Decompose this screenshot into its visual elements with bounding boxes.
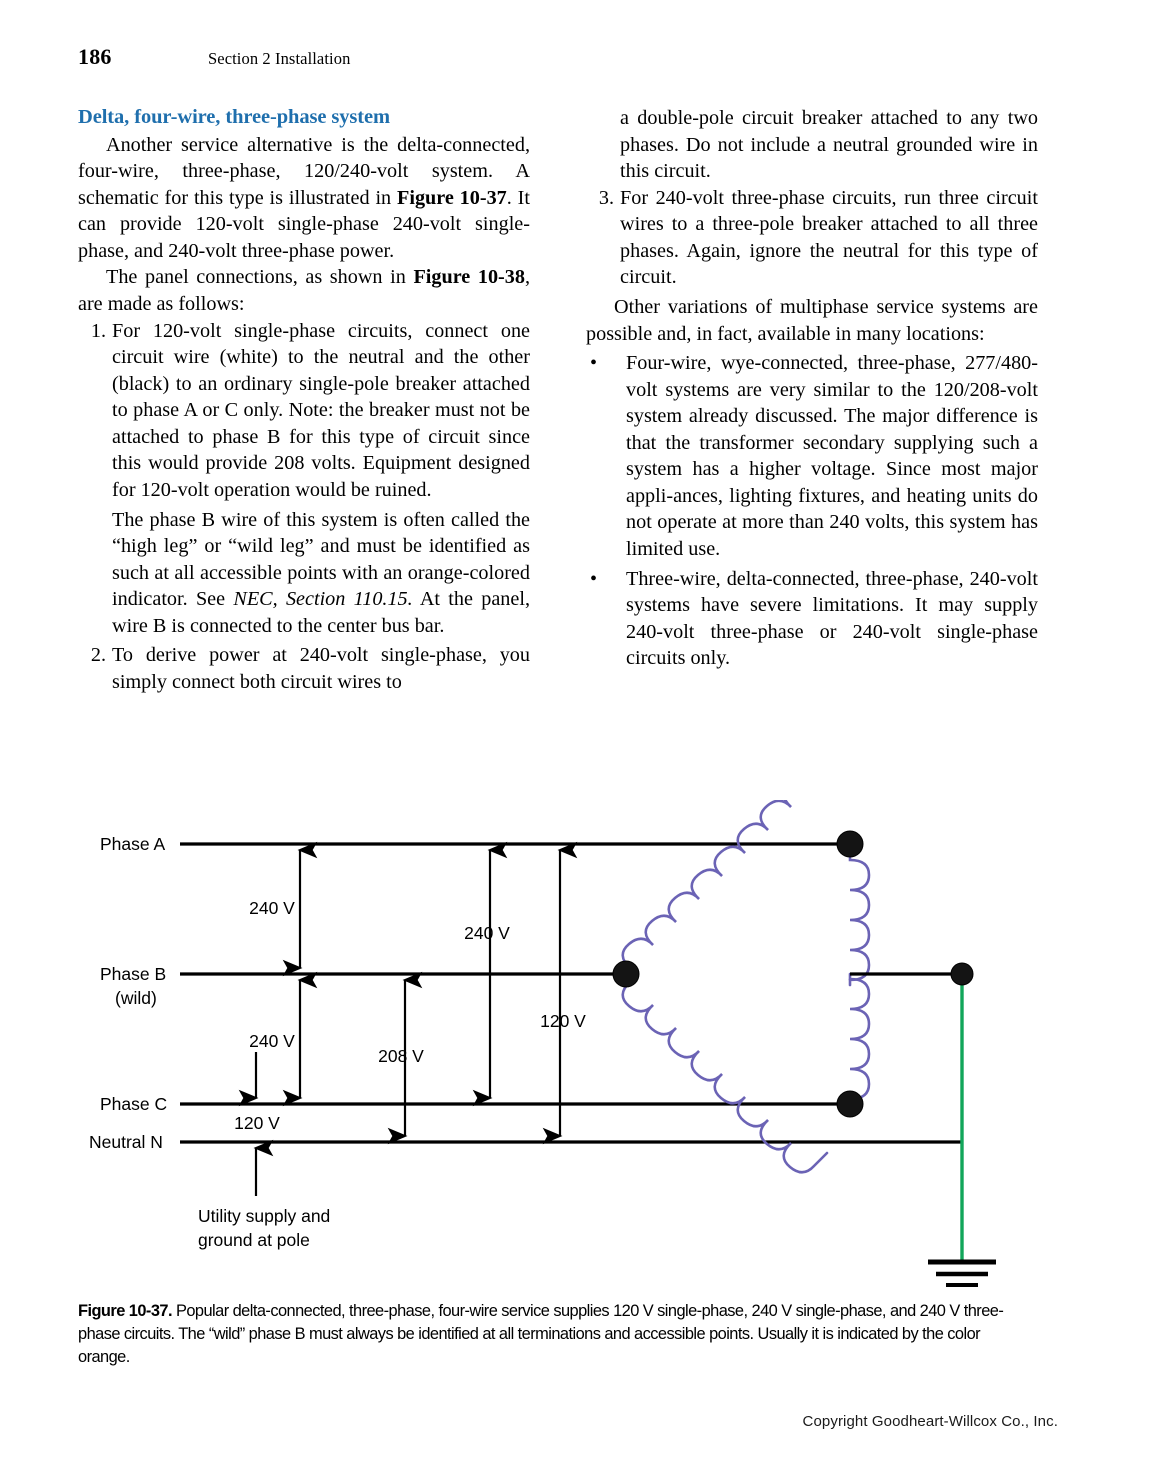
running-head	[78, 44, 1038, 74]
paragraph-panel-part2: , are made as follows:	[78, 266, 531, 315]
bullet-item-wye	[586, 350, 1038, 563]
numbered-item-2-continuation: a double-pole circuit breaker attached to any two phases. Do not include a neutral grounded wire in this circuit.	[620, 107, 1038, 183]
voltage-dimension-arrows	[256, 850, 560, 1196]
numbered-item-1	[78, 318, 530, 504]
numbered-item-3-marker: 3.	[598, 186, 614, 209]
terminal-phase-b	[613, 961, 639, 987]
figure-caption-text: Popular delta-connected, three-phase, four-wire service supplies 120 V single-phase, 240 V single-phase, and 240 V three-phase circuits. The “wild” phase B must always be identified at all terminations and accessible points. Usually it is indicated by the color orange.	[78, 1302, 1004, 1366]
terminal-neutral-ground	[951, 963, 973, 985]
voltage-label-c-to-n: 120 V	[234, 1113, 280, 1133]
label-neutral: Neutral N	[89, 1132, 163, 1152]
delta-four-wire-schematic	[78, 800, 1078, 1300]
running-title: Section 2 Installation	[208, 49, 351, 68]
bus-labels	[89, 834, 167, 1152]
subparagraph-part2: At the panel, wire B is connected to the center bus bar.	[112, 588, 530, 637]
label-phase-b-wild: (wild)	[115, 988, 157, 1008]
label-phase-c: Phase C	[100, 1094, 168, 1114]
numbered-item-2	[78, 642, 530, 695]
bullet-item-three-wire-delta-text: Three-wire, delta-connected, three-phase, 240-volt systems have severe limitations. It may supply 240-volt three-phase or 240-volt single-phase circuits only.	[626, 567, 1038, 670]
winding-a-to-centertap	[850, 852, 869, 985]
numbered-item-2-text: To derive power at 240-volt single-phase, you simply connect both circuit wires to	[112, 644, 530, 693]
utility-supply-annotation	[198, 1206, 330, 1250]
copyright-line: Copyright Goodheart-Willcox Co., Inc.	[802, 1413, 1058, 1430]
utility-annotation-line-2: ground at pole	[198, 1230, 310, 1250]
winding-b-to-a	[623, 800, 827, 968]
delta-transformer-windings	[623, 800, 869, 1172]
bullet-item-three-wire-delta	[586, 566, 1038, 672]
subparagraph-part1: The phase B wire of this system is often called the “high leg” or “wild leg” and must be identified as such at all accessible points with an orange-colored indicator. See	[112, 508, 530, 611]
numbered-item-3	[586, 185, 1038, 291]
paragraph-panel-connections	[78, 264, 530, 317]
winding-centertap-to-c	[850, 974, 869, 1107]
figure-reference-10-37: Figure 10-37	[397, 186, 507, 209]
figure-caption	[78, 1300, 1028, 1369]
voltage-label-a-to-b: 240 V	[249, 898, 295, 918]
voltage-label-a-to-c: 240 V	[464, 923, 510, 943]
winding-b-to-c	[623, 982, 827, 1172]
column-left	[78, 105, 530, 695]
numbered-item-3-text: For 240-volt three-phase circuits, run three circuit wires to a three-pole breaker attached to all three phases. Again, ignore the neutral for this type of circuit.	[620, 186, 1038, 289]
label-phase-a: Phase A	[100, 834, 166, 854]
column-right	[586, 105, 1038, 672]
figure-10-37	[78, 800, 1078, 1300]
numbered-item-1-subparagraph	[78, 507, 530, 640]
bullet-marker-icon: •	[590, 352, 598, 375]
paragraph-intro-part1: Another service alternative is the delta-connected, four-wire, three-phase, 120/240-volt system. A schematic for this type is illustrated in	[78, 133, 530, 209]
figure-caption-number: Figure 10-37.	[78, 1302, 172, 1320]
section-heading: Delta, four-wire, three-phase system	[78, 106, 390, 128]
paragraph-panel-part1: The panel connections, as shown in	[106, 266, 414, 289]
numbered-item-1-marker: 1.	[90, 319, 106, 342]
terminal-phase-c	[837, 1091, 863, 1117]
terminal-phase-a	[837, 831, 863, 857]
earth-ground-icon	[928, 1262, 996, 1285]
paragraph-intro	[78, 132, 530, 265]
numbered-item-2-marker: 2.	[90, 644, 106, 667]
nec-citation: NEC, Section 110.15.	[233, 588, 413, 611]
utility-annotation-line-1: Utility supply and	[198, 1206, 331, 1226]
bullet-marker-icon: •	[590, 567, 598, 590]
bullet-item-wye-text: Four-wire, wye-connected, three-phase, 277/480-volt systems are very similar to the 120/208-volt system already discussed. The major difference is that the transformer secondary supplying such a system has a higher voltage. Since most major appli-ances, lighting fixtures, and heating units do not operate at more than 240 volts, this system has limited use.	[626, 352, 1038, 560]
voltage-label-a-to-n: 120 V	[540, 1011, 586, 1031]
page-number: 186	[78, 44, 112, 69]
paragraph-other-variations: Other variations of multiphase service systems are possible and, in fact, available in many locations:	[586, 295, 1038, 345]
voltage-label-b-to-n: 208 V	[378, 1046, 424, 1066]
figure-reference-10-38: Figure 10-38	[413, 266, 525, 289]
voltage-labels	[234, 898, 586, 1133]
paragraph-intro-part2: . It can provide 120-volt single-phase 240-volt single-phase, and 240-volt three-phase power.	[78, 186, 530, 262]
voltage-label-b-to-c: 240 V	[249, 1031, 295, 1051]
numbered-item-1-text: For 120-volt single-phase circuits, connect one circuit wire (white) to the neutral and the other (black) to an ordinary single-pole breaker attached to phase A or C only. Note: the breaker must not be attached to phase B for this type of circuit since this would provide 208 volts. Equipment designed for 120-volt operation would be ruined.	[112, 319, 530, 501]
body-columns	[78, 105, 1038, 755]
label-phase-b: Phase B	[100, 964, 167, 984]
